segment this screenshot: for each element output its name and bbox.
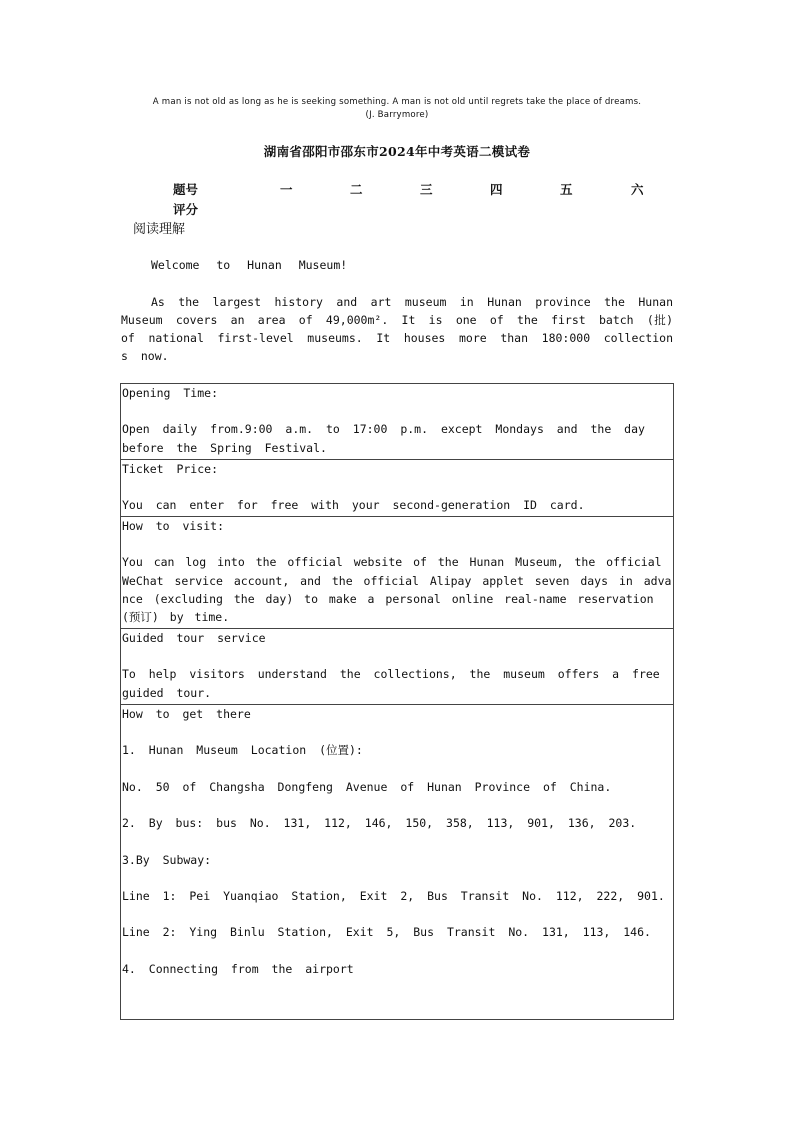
info-row-how-to-visit — [121, 517, 674, 629]
info-row-opening-time — [121, 384, 674, 460]
how-to-visit-text: You can log into the official website of the Hunan Museum, the official WeChat service account, and the official Alipay applet seven days in advance (excluding the day) to make a personal online real-name reservation (预订) by time. — [122, 555, 672, 624]
opening-time-heading: Opening Time: — [122, 386, 219, 400]
exam-title: 湖南省邵阳市邵东市2024年中考英语二模试卷 — [263, 144, 531, 159]
info-row-guided-tour — [121, 629, 674, 705]
score-row-label-question-number: 题号 — [173, 182, 199, 197]
guided-tour-text: To help visitors understand the collections, the museum offers a free guided tour. — [122, 667, 660, 700]
score-table — [0, 180, 794, 220]
how-to-get-there-heading: How to get there — [122, 707, 251, 721]
score-column-2: 二 — [350, 182, 363, 197]
quote-text: A man is not old as long as he is seeking something. A man is not old until regrets take the place of dreams. — [152, 97, 642, 107]
score-column-4: 四 — [490, 182, 503, 197]
quote-author: (J. Barrymore) — [365, 110, 429, 120]
score-column-1: 一 — [280, 182, 293, 197]
ticket-price-heading: Ticket Price: — [122, 462, 219, 476]
score-column-6: 六 — [631, 182, 644, 197]
passage-body: As the largest history and art museum in Hunan province the Hunan Museum covers an area of 49,000m². It is one of the first batch (批) of national first-level museums. It houses more than 180:000 collections now. — [121, 295, 673, 363]
subway-line-2: Line 2: Ying Binlu Station, Exit 5, Bus Transit No. 131, 113, 146. — [122, 925, 651, 940]
epigraph-quote — [0, 96, 794, 122]
airport-connection: 4. Connecting from the airport — [122, 961, 354, 976]
how-to-visit-heading: How to visit: — [122, 519, 225, 533]
passage-heading: Welcome to Hunan Museum! — [151, 258, 348, 272]
museum-info-table — [120, 383, 674, 1020]
location-label: 1. Hunan Museum Location (位置): — [122, 743, 363, 758]
ticket-price-text: You can enter for free with your second-generation ID card. — [122, 498, 585, 513]
subway-line-1: Line 1: Pei Yuanqiao Station, Exit 2, Bus Transit No. 112, 222, 901. — [122, 888, 665, 903]
location-address: No. 50 of Changsha Dongfeng Avenue of Hunan Province of China. — [122, 779, 612, 794]
info-row-ticket-price — [121, 460, 674, 517]
score-column-5: 五 — [560, 182, 573, 197]
info-row-how-to-get-there — [121, 705, 674, 1020]
opening-time-text: Open daily from.9:00 a.m. to 17:00 p.m. except Mondays and the day before the Spring Festival. — [122, 422, 645, 455]
guided-tour-heading: Guided tour service — [122, 631, 266, 645]
section-heading: 阅读理解 — [133, 222, 186, 237]
score-row-label-score: 评分 — [173, 202, 199, 217]
subway-label: 3.By Subway: — [122, 852, 212, 867]
score-column-3: 三 — [420, 182, 433, 197]
bus-routes: 2. By bus: bus No. 131, 112, 146, 150, 358, 113, 901, 136, 203. — [122, 816, 637, 831]
